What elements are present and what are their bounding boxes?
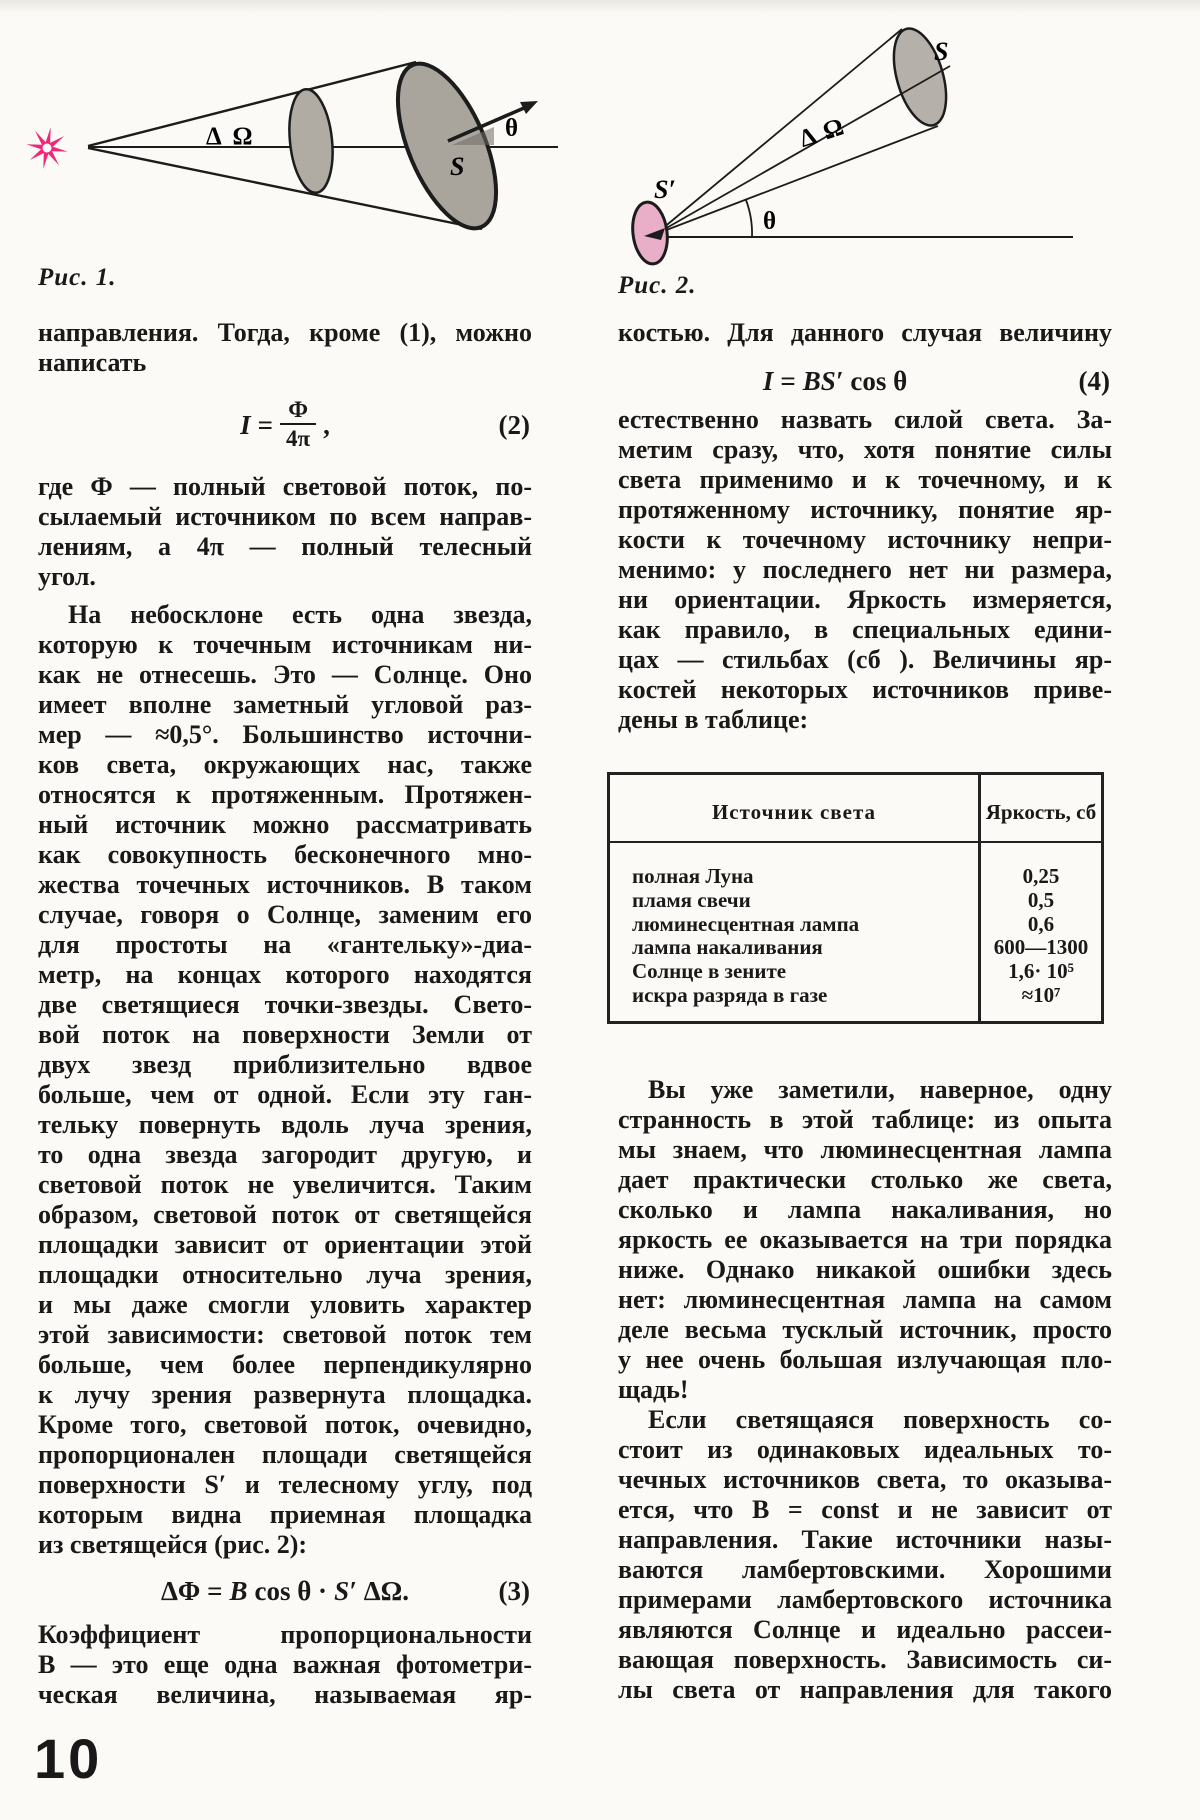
fig2-cone-lower-line (656, 126, 938, 234)
text-line: вающая поверхность. Зависимость си- (618, 1645, 1112, 1674)
table-cell: полная Луна (632, 864, 754, 888)
fig2-theta-arc (746, 200, 752, 237)
formula-3 (38, 1570, 532, 1612)
text-line: дены в таблице: (618, 705, 809, 734)
text-line: костью. Для данного случая величину (618, 318, 1112, 347)
text-line: жества точечных источников. В таком (38, 870, 532, 899)
formula-4-i: I (762, 366, 774, 396)
figures-illustration (0, 0, 1200, 300)
table-cell: 600—1300 (993, 935, 1089, 960)
text-line: Коэффициент пропорциональности (38, 1620, 532, 1649)
text-line: сылаемый источником по всем направ- (38, 502, 532, 531)
text-line: протяженному источнику, понятие яр- (618, 495, 1112, 524)
paragraph (38, 600, 532, 1560)
paragraph (618, 405, 1112, 735)
text-line: двух звезд приблизительно вдвое (38, 1050, 532, 1079)
text-line: лениям, а 4π — полный телесный (38, 532, 532, 561)
brightness-table (607, 772, 1104, 1024)
text-line: направления. Такие источники назы- (618, 1525, 1112, 1554)
text-line: ниже. Однако никакой ошибки здесь (618, 1255, 1112, 1284)
text-line: яркость ее оказывается на три порядка (618, 1225, 1112, 1254)
text-line: костей некоторых источников приве- (618, 675, 1112, 704)
fig2-solid-angle-label: Δ Ω (796, 112, 849, 153)
table-cell: лампа накаливания (632, 935, 823, 960)
text-line: которым видна приемная площадка (38, 1500, 532, 1529)
fig1-solid-angle-label: Δ Ω (206, 123, 256, 150)
text-line: как не отнесешь. Это — Солнце. Оно (38, 660, 532, 689)
text-line: дает практически столько же света, (618, 1165, 1112, 1194)
star-center-hole (43, 144, 52, 153)
formula-4-equals: = (780, 366, 796, 396)
formula-3-b: B (229, 1576, 248, 1606)
figure-2-caption: Рис. 2. (618, 272, 697, 299)
formula-4-bs-prime: BS′ (802, 366, 844, 396)
table-cell: 0,5 (1027, 887, 1055, 912)
text-line: поверхности S′ и телесному углу, под (38, 1470, 532, 1499)
formula-2 (38, 392, 532, 458)
fig2-s-prime-label: S′ (654, 175, 676, 204)
text-line: естественно назвать силой света. За- (618, 405, 1112, 434)
formula-2-denominator: 4π (280, 423, 316, 453)
table-value-cells (981, 865, 1101, 1008)
table-cell: 1,6· 10⁵ (1008, 959, 1074, 984)
text-line: ется, что B = const и не зависит от (618, 1495, 1112, 1524)
paragraph (618, 318, 1112, 348)
text-line: вой поток на поверхности Земли от (38, 1020, 532, 1049)
table-cell: пламя свечи (632, 887, 751, 912)
text-line: площадки зависит от ориентации этой (38, 1230, 532, 1259)
text-line: Если светящаяся поверхность со- (648, 1405, 1112, 1434)
text-line: На небосклоне есть одна звезда, (68, 600, 532, 629)
text-line: ни ориентации. Яркость измеряется, (618, 585, 1112, 614)
text-line: относятся к протяженным. Протяжен- (38, 780, 532, 809)
text-line: щадь! (618, 1375, 689, 1404)
figure-1-diagram (26, 50, 558, 242)
table-header-row (610, 775, 1101, 843)
text-line: являются Солнце и идеально рассеи- (618, 1615, 1112, 1644)
text-line: ваются ламбертовскими. Хорошими (618, 1555, 1112, 1584)
text-line: стоит из одинаковых идеальных то- (618, 1435, 1112, 1464)
figure-2-diagram (629, 23, 1073, 266)
text-line: написать (38, 348, 147, 377)
text-line: метр, на концах которого находятся (38, 960, 532, 989)
text-line: больше, чем более перпендикулярно (38, 1350, 532, 1379)
formula-2-numerator: Ф (288, 397, 308, 422)
text-line: из светящейся (рис. 2): (38, 1530, 308, 1559)
formula-3-cos: cos θ · (254, 1576, 328, 1606)
text-line: цах — стильбах (сб ). Величины яр- (618, 645, 1112, 674)
right-column (618, 318, 1112, 1705)
left-column (38, 318, 532, 1710)
text-line: и мы даже смогли уловить характер (38, 1290, 532, 1319)
text-line: где Ф — полный световой поток, по- (38, 472, 532, 501)
text-line: для простоты на «гантельку»-диа- (38, 930, 532, 959)
formula-2-comma: , (323, 410, 330, 440)
table-cell: люминесцентная лампа (632, 911, 860, 936)
fig2-surface-s-label: S (934, 37, 949, 66)
page-number: 10 (34, 1727, 103, 1790)
text-line: B — это еще одна важная фотометри- (38, 1650, 532, 1679)
text-line: мер — ≈0,5°. Большинство источни- (38, 720, 532, 749)
text-line: как правило, в специальных едини- (618, 615, 1112, 644)
formula-2-lhs: I (240, 410, 251, 440)
formula-4-tag: (4) (1078, 366, 1110, 396)
table-cell: 0,25 (1022, 864, 1060, 888)
text-line: образом, световой поток от светящейся (38, 1200, 532, 1229)
text-line: примерами ламбертовского источника (618, 1585, 1112, 1614)
text-line: к лучу зрения развернута площадка. (38, 1380, 532, 1409)
fig2-cone-upper-line (656, 29, 902, 234)
text-line: угол. (38, 562, 96, 591)
text-line: кости к точечному источнику непри- (618, 525, 1112, 554)
text-line: две светящиеся точки-звезды. Свето- (38, 990, 532, 1019)
text-line: ков света, окружающих нас, также (38, 750, 532, 779)
paragraph (38, 318, 532, 378)
text-line: ный источник можно рассматривать (38, 810, 532, 839)
formula-2-tag: (2) (498, 410, 530, 440)
text-line: как совокупность бесконечного мно- (38, 840, 532, 869)
text-line: странность в этой таблице: из опыта (618, 1105, 1112, 1134)
formula-3-tag: (3) (498, 1576, 530, 1606)
text-line: то одна звезда загородит другую, и (38, 1140, 532, 1169)
fig1-surface-s-label: S (450, 152, 465, 181)
text-line: метим сразу, что, хотя понятие силы (618, 435, 1112, 464)
text-line: света применимо и к точечному, и к (618, 465, 1112, 494)
text-line: нет: люминесцентная лампа на самом (618, 1285, 1112, 1314)
paragraph (618, 1075, 1112, 1705)
table-cell: искра разряда в газе (632, 982, 828, 1007)
formula-2-fraction (280, 397, 316, 453)
text-line: сколько и лампа накаливания, но (618, 1195, 1112, 1224)
text-line: направления. Тогда, кроме (1), можно (38, 318, 532, 347)
text-line: чечных источников света, то оказыва- (618, 1465, 1112, 1494)
fig1-theta-label: θ (505, 115, 519, 142)
text-line: световой поток не увеличится. Таким (38, 1170, 532, 1199)
text-line: пропорционален площади светящейся (38, 1440, 532, 1469)
text-line: ческая величина, называемая яр- (38, 1680, 532, 1709)
text-line: мы знаем, что люминесцентная лампа (618, 1135, 1112, 1164)
fig2-surface-s-prime-ellipse (629, 200, 670, 266)
text-line: которую к точечным источникам ни- (38, 630, 532, 659)
text-line: тельку повернуть вдоль луча зрения, (38, 1110, 532, 1139)
formula-3-solid-angle: ΔΩ. (363, 1576, 409, 1606)
formula-2-equals: = (257, 410, 274, 440)
text-line: Вы уже заметили, наверное, одну (648, 1075, 1112, 1104)
formula-4-cos: cos θ (850, 366, 908, 396)
text-line: больше, чем от одной. Если эту ган- (38, 1080, 532, 1109)
text-line: случае, говоря о Солнце, заменим его (38, 900, 532, 929)
table-source-cells (632, 865, 969, 1008)
text-line: площадки относительно луча зрения, (38, 1260, 532, 1289)
formula-4 (618, 360, 1112, 402)
table-cell: 0,6 (1027, 911, 1055, 936)
table-header-brightness: Яркость, сб (985, 800, 1097, 824)
figure-1-caption: Рис. 1. (38, 264, 117, 291)
formula-3-lhs: ΔΦ = (161, 1576, 223, 1606)
paragraph (38, 1620, 532, 1710)
fig1-middle-ellipse (285, 87, 338, 195)
fig2-theta-label: θ (763, 208, 777, 235)
table-header-source: Источник света (711, 800, 877, 824)
text-line: менимо: у последнего нет ни размера, (618, 555, 1112, 584)
table-cell: ≈10⁷ (1021, 982, 1061, 1007)
formula-3-s-prime: S′ (334, 1576, 357, 1606)
text-line: лы света от направления для такого (618, 1675, 1112, 1704)
text-line: у нее очень большая излучающая пло- (618, 1345, 1112, 1374)
text-line: имеет вполне заметный угловой раз- (38, 690, 532, 719)
table-cell: Солнце в зените (632, 959, 787, 984)
text-line: этой зависимости: световой поток тем (38, 1320, 532, 1349)
text-line: деле весьма тусклый источник, просто (618, 1315, 1112, 1344)
text-line: Кроме того, световой поток, очевидно, (38, 1410, 532, 1439)
paragraph (38, 472, 532, 592)
